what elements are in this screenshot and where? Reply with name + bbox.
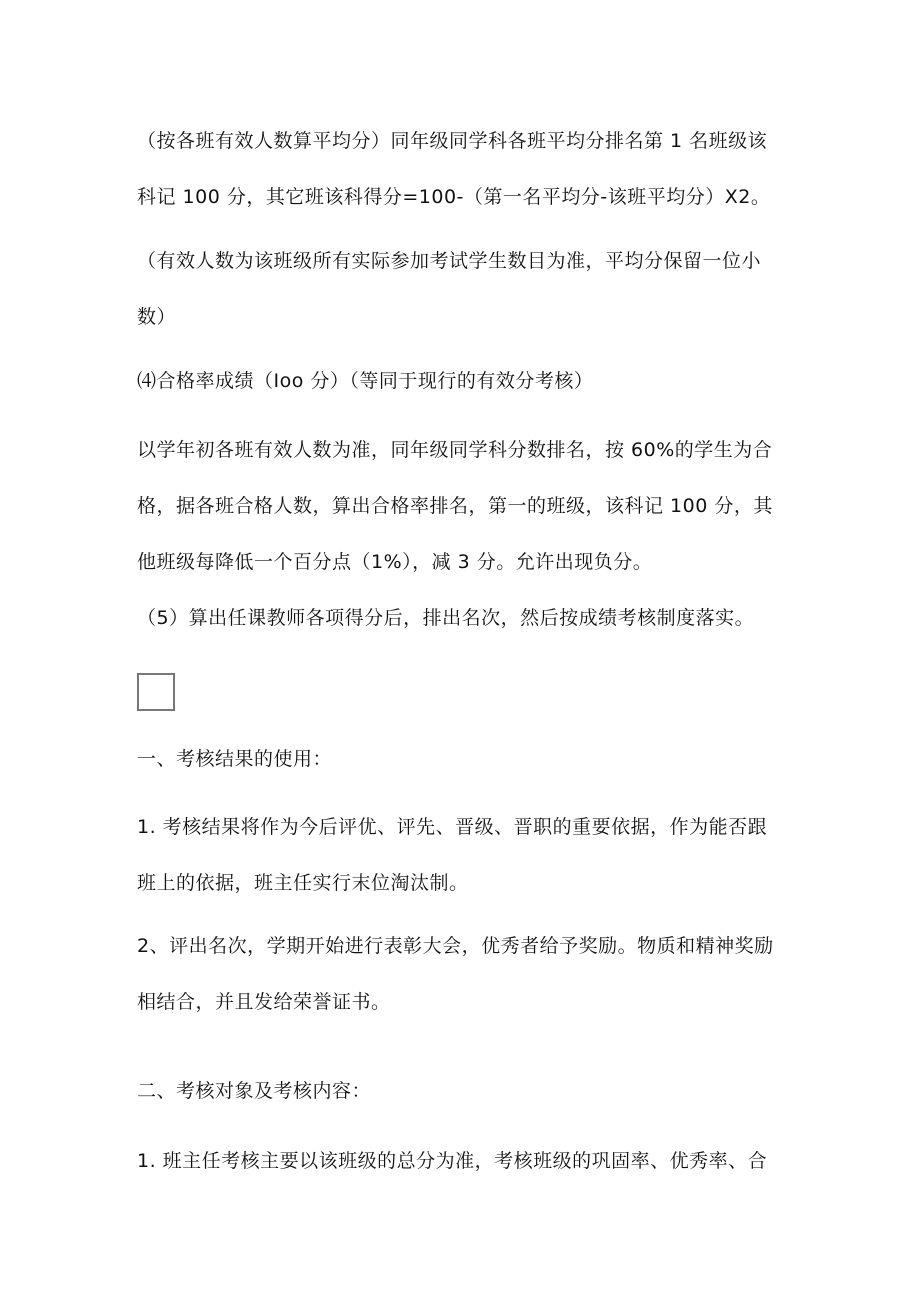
text-line: 科记 100 分，其它班该科得分=100-（第一名平均分-该班平均分）X2。	[137, 186, 771, 208]
text-line: 一、考核结果的使用：	[137, 748, 333, 770]
text-line: ⑷合格率成绩（Ioo 分）（等同于现行的有效分考核）	[137, 370, 594, 392]
text-line: （按各班有效人数算平均分）同年级同学科各班平均分排名第 1 名班级该	[137, 130, 768, 152]
paragraph-effective-count-note	[137, 233, 797, 345]
text-line: （有效人数为该班级所有实际参加考试学生数目为准，平均分保留一位小	[137, 250, 762, 272]
text-line: 相结合，并且发给荣誉证书。	[137, 991, 391, 1013]
text-line: 二、考核对象及考核内容：	[137, 1080, 372, 1102]
text-line: 以学年初各班有效人数为准，同年级同学科分数排名，按 60%的学生为合	[137, 439, 773, 461]
text-line: 1. 班主任考核主要以该班级的总分为准，考核班级的巩固率、优秀率、合	[137, 1150, 768, 1172]
text-line: 格，据各班合格人数，算出合格率排名，第一的班级，该科记 100 分，其	[137, 495, 773, 517]
paragraph-ranking-step	[137, 590, 797, 646]
text-line: 1. 考核结果将作为今后评优、评先、晋级、晋职的重要依据，作为能否跟	[137, 816, 768, 838]
paragraph-pass-rate-rule	[137, 422, 797, 590]
text-line: （5）算出任课教师各项得分后，排出名次，然后按成绩考核制度落实。	[137, 607, 755, 629]
paragraph-average-score	[137, 113, 797, 225]
paragraph-pass-rate-heading	[137, 353, 797, 409]
section-heading-results-usage	[137, 731, 797, 787]
paragraph-head-teacher-assessment	[137, 1133, 797, 1189]
text-line: 2、评出名次，学期开始进行表彰大会，优秀者给予奖励。物质和精神奖励	[137, 935, 774, 957]
text-line: 他班级每降低一个百分点（1%），减 3 分。允许出现负分。	[137, 551, 653, 573]
text-line: 数）	[137, 306, 177, 328]
checkbox[interactable]	[137, 673, 175, 711]
paragraph-awards	[137, 918, 797, 1030]
section-heading-assessment-targets	[137, 1063, 797, 1119]
paragraph-results-basis	[137, 799, 797, 911]
text-line: 班上的依据，班主任实行末位淘汰制。	[137, 872, 469, 894]
